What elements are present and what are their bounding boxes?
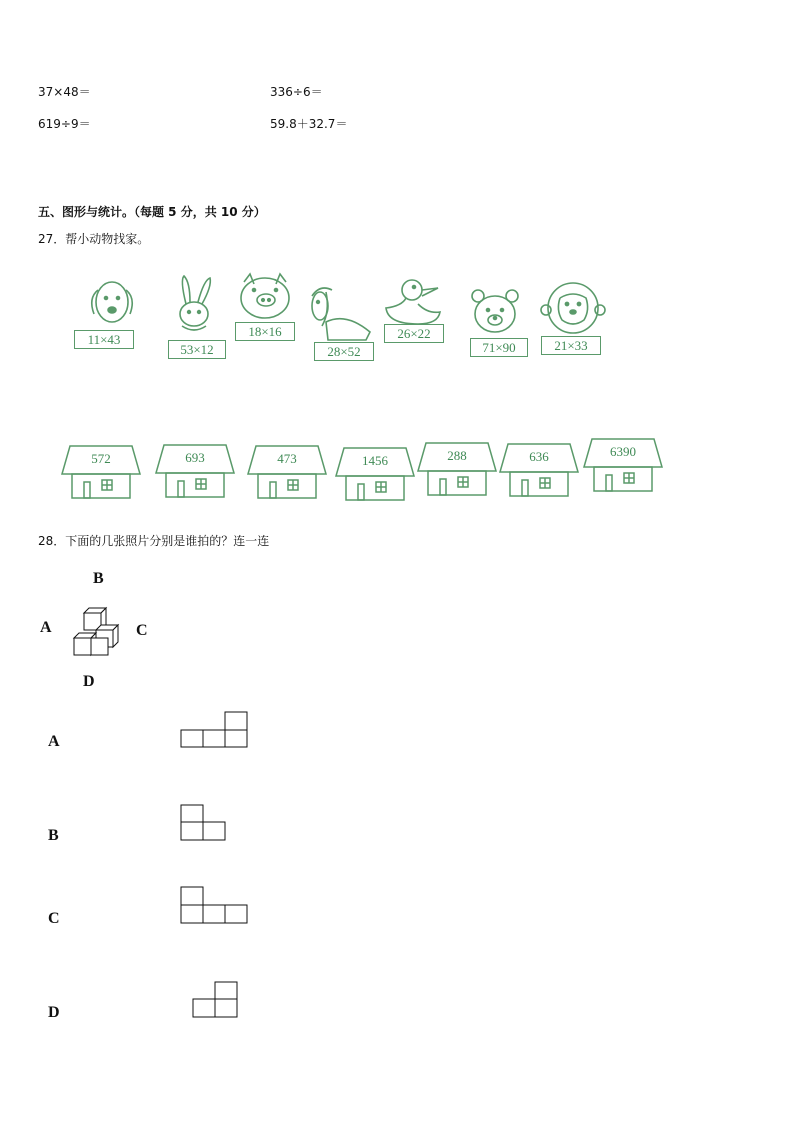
calc-3: 619÷9＝ xyxy=(38,117,91,131)
animal-label-2: 53×12 xyxy=(168,340,226,359)
observer-label-top: B xyxy=(93,570,104,587)
calc-4: 59.8＋32.7＝ xyxy=(270,117,348,131)
observer-label-bottom: D xyxy=(83,673,95,690)
house-number-3: 473 xyxy=(277,451,297,466)
animal-label-1: 11×43 xyxy=(74,330,134,349)
monkey-icon xyxy=(540,280,606,336)
question-28-prompt: 28．下面的几张照片分别是谁拍的？连一连 xyxy=(38,534,270,548)
house-number-1: 572 xyxy=(91,451,111,466)
animal-label-7: 21×33 xyxy=(541,336,601,355)
house-number-5: 288 xyxy=(447,448,467,463)
animal-label-3: 18×16 xyxy=(235,322,295,341)
house-number-4: 1456 xyxy=(362,453,388,468)
house-number-7: 6390 xyxy=(610,444,636,459)
view-label-b: B xyxy=(48,827,59,844)
view-label-c: C xyxy=(48,910,60,927)
observer-label-left: A xyxy=(40,619,52,636)
house-number-6: 636 xyxy=(529,449,549,464)
view-label-d: D xyxy=(48,1004,60,1021)
cube-stack-figure xyxy=(72,605,120,657)
view-c-figure xyxy=(180,886,250,926)
dog-icon xyxy=(82,276,142,336)
duck-icon xyxy=(382,276,448,326)
view-d-figure xyxy=(192,981,240,1019)
animal-label-5: 26×22 xyxy=(384,324,444,343)
view-b-figure xyxy=(180,804,228,842)
pig-icon xyxy=(236,272,294,322)
observer-label-right: C xyxy=(136,622,148,639)
bear-icon xyxy=(468,288,522,338)
view-label-a: A xyxy=(48,733,60,750)
animal-label-6: 71×90 xyxy=(470,338,528,357)
section-title: 五、图形与统计。（每题 5 分，共 10 分） xyxy=(38,205,266,219)
house-number-2: 693 xyxy=(185,450,205,465)
calc-1: 37×48＝ xyxy=(38,85,91,99)
view-a-figure xyxy=(180,711,250,749)
rabbit-icon xyxy=(170,274,220,340)
question-27-prompt: 27．帮小动物找家。 xyxy=(38,232,150,246)
animal-label-4: 28×52 xyxy=(314,342,374,361)
goat-icon xyxy=(306,282,376,344)
calc-2: 336÷6＝ xyxy=(270,85,323,99)
